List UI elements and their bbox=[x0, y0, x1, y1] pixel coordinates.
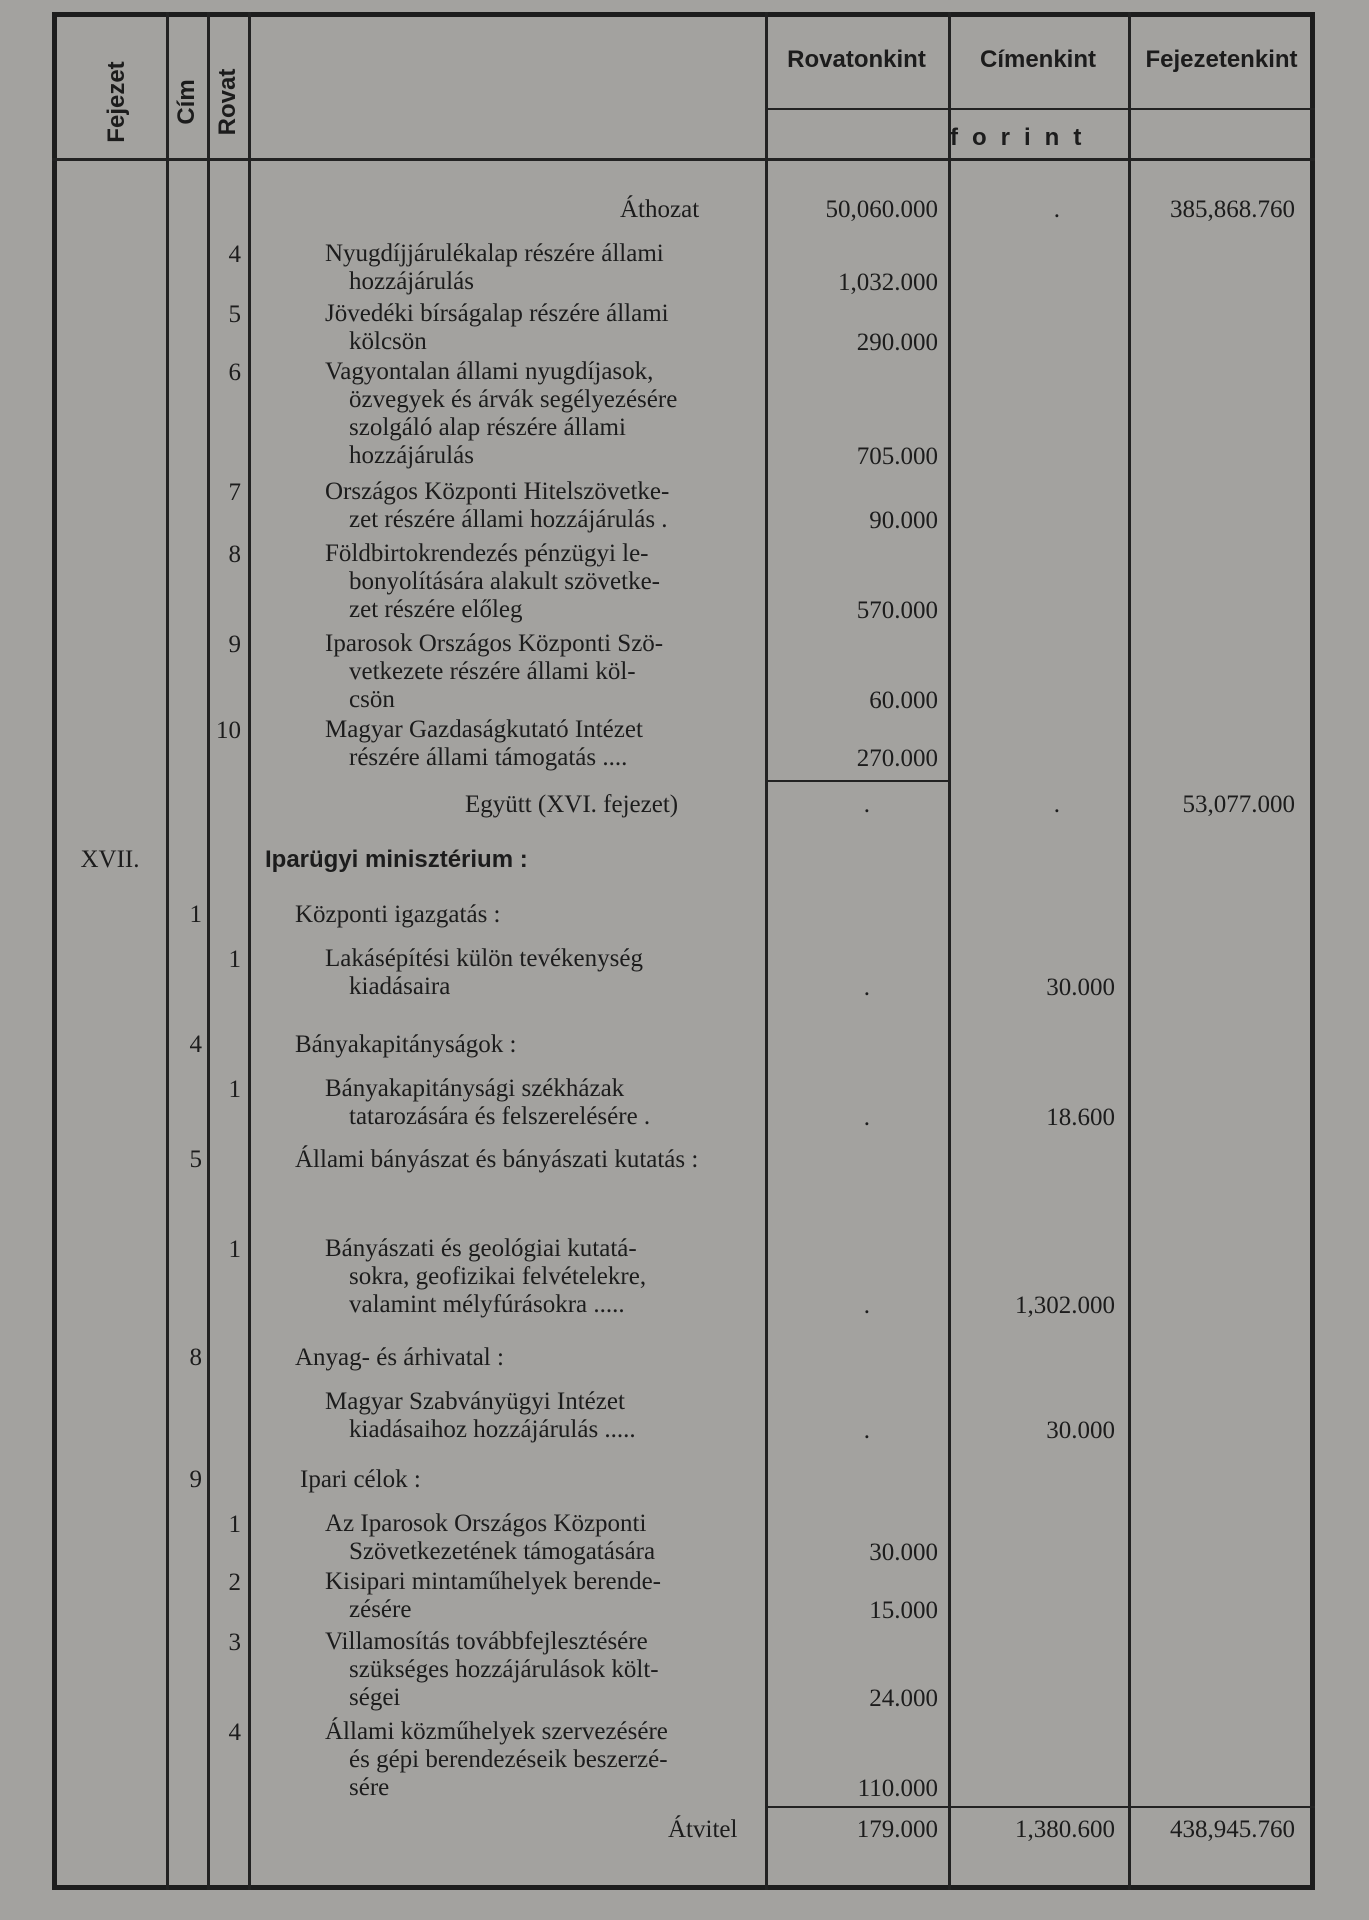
rovat-number: 9 bbox=[228, 631, 241, 658]
row-value: 290.000 bbox=[856, 329, 938, 356]
row-description-line: Szövetkezetének támogatására bbox=[349, 1538, 656, 1565]
rovat-number: 5 bbox=[228, 301, 241, 328]
row-description bbox=[325, 540, 745, 624]
row-description-line: Földbirtokrendezés pénzügyi le- bbox=[325, 540, 649, 567]
row-description-line: kölcsön bbox=[349, 328, 427, 355]
chapter-title: Iparügyi minisztérium : bbox=[265, 846, 528, 873]
title-row-description-line: Bányakapitánysági székházak bbox=[325, 1075, 625, 1102]
title-rovatonkint: . bbox=[863, 1292, 870, 1319]
header-cimenkint: Címenkint bbox=[979, 46, 1096, 73]
rovat-number: 10 bbox=[216, 717, 241, 744]
row-value: 705.000 bbox=[856, 443, 938, 470]
row-value: 60.000 bbox=[869, 687, 938, 714]
row-description-line: részére állami támogatás .... bbox=[349, 744, 628, 771]
rovat-number: 6 bbox=[228, 359, 241, 386]
row-value: 110.000 bbox=[857, 1775, 938, 1802]
title-cimenkint: 1,302.000 bbox=[1015, 1292, 1115, 1319]
row-description-line: zet részére előleg bbox=[349, 596, 523, 623]
cim-number: 8 bbox=[189, 1344, 202, 1371]
title-name: Ipari célok : bbox=[300, 1466, 421, 1493]
rovat-number: 3 bbox=[228, 1629, 241, 1656]
atvitel-fejezetenkint: 438,945.760 bbox=[1170, 1816, 1295, 1843]
header-cim: Cím bbox=[173, 79, 200, 125]
rule-fejezet bbox=[166, 12, 169, 1890]
row-description-line: szolgáló alap részére állami bbox=[349, 414, 626, 441]
header-fejezetenkint: Fejezetenkint bbox=[1145, 46, 1298, 73]
row-description bbox=[325, 1628, 745, 1712]
row-description bbox=[325, 478, 745, 534]
title-name: Bányakapitányságok : bbox=[295, 1031, 517, 1058]
title-row-description bbox=[325, 1075, 745, 1131]
athozat-rovatonkint: 50,060.000 bbox=[825, 196, 938, 223]
row-description-line: Iparosok Országos Központi Szö- bbox=[325, 630, 664, 657]
egyutt-fejezetenkint: 53,077.000 bbox=[1182, 791, 1295, 818]
rule-rovatonkint bbox=[948, 12, 951, 1890]
row-value: 270.000 bbox=[856, 745, 938, 772]
row-description-line: bonyolítására alakult szövetke- bbox=[349, 568, 660, 595]
row-description-line: Állami közműhelyek szervezésére bbox=[325, 1718, 668, 1745]
title-row-description-line: Bányászati és geológiai kutatá- bbox=[325, 1235, 637, 1262]
cim-number: 1 bbox=[189, 901, 202, 928]
title-name: Központi igazgatás : bbox=[295, 901, 501, 928]
row-value: 90.000 bbox=[869, 507, 938, 534]
rovat-number: 7 bbox=[228, 479, 241, 506]
row-description-line: Jövedéki bírságalap részére állami bbox=[325, 300, 669, 327]
rovat-number: 1 bbox=[228, 1076, 241, 1103]
row-description-line: özvegyek és árvák segélyezésére bbox=[349, 386, 678, 413]
row-value: 30.000 bbox=[869, 1539, 938, 1566]
rovat-number: 1 bbox=[228, 946, 241, 973]
rovat-number: 1 bbox=[228, 1236, 241, 1263]
title-name: Állami bányászat és bányászati kutatás : bbox=[295, 1146, 699, 1173]
row-value: 570.000 bbox=[856, 597, 938, 624]
egyutt-cimenkint: . bbox=[1053, 791, 1060, 818]
title-row-description-line: tatarozására és felszerelésére . bbox=[349, 1103, 651, 1130]
row-description-line: zet részére állami hozzájárulás . bbox=[349, 506, 668, 533]
row-description-line: Az Iparosok Országos Központi bbox=[325, 1510, 647, 1537]
title-row-description bbox=[325, 945, 745, 1001]
row-description-line: Villamosítás továbbfejlesztésére bbox=[325, 1628, 648, 1655]
row-description-line: Vagyontalan állami nyugdíjasok, bbox=[325, 358, 654, 385]
header-rovatonkint: Rovatonkint bbox=[787, 46, 926, 73]
row-description bbox=[325, 630, 745, 714]
row-description bbox=[325, 358, 745, 470]
title-cimenkint: 18.600 bbox=[1046, 1104, 1115, 1131]
athozat-cimenkint: . bbox=[1053, 196, 1060, 223]
row-description-line: és gépi berendezéseik beszerzé- bbox=[349, 1746, 668, 1773]
rovat-number: 4 bbox=[228, 1719, 241, 1746]
rule-total bbox=[765, 1806, 1315, 1808]
rovat-number: 2 bbox=[228, 1569, 241, 1596]
egyutt-rovatonkint: . bbox=[863, 791, 870, 818]
row-description-line: vetkezete részére állami köl- bbox=[349, 658, 636, 685]
title-row-description bbox=[325, 1388, 745, 1444]
rule-cimenkint bbox=[1128, 12, 1131, 1890]
rovat-number: 1 bbox=[228, 1511, 241, 1538]
row-description-line: hozzájárulás bbox=[349, 268, 474, 295]
row-description-line: Magyar Gazdaságkutató Intézet bbox=[325, 716, 643, 743]
title-cimenkint: 30.000 bbox=[1046, 1417, 1115, 1444]
row-description-line: zésére bbox=[349, 1596, 412, 1623]
row-value: 24.000 bbox=[869, 1685, 938, 1712]
title-rovatonkint: . bbox=[863, 1104, 870, 1131]
row-description bbox=[325, 1568, 745, 1624]
cim-number: 4 bbox=[189, 1031, 202, 1058]
cim-number: 9 bbox=[189, 1466, 202, 1493]
row-description-line: Nyugdíjjárulékalap részére állami bbox=[325, 240, 664, 267]
header-unit: forint bbox=[950, 124, 1096, 151]
title-row-description-line: Magyar Szabványügyi Intézet bbox=[325, 1388, 625, 1415]
header-fejezet: Fejezet bbox=[103, 61, 130, 143]
chapter-number: XVII. bbox=[80, 846, 140, 873]
title-row-description-line: kiadásaira bbox=[349, 973, 451, 1000]
cim-number: 5 bbox=[189, 1146, 202, 1173]
row-description bbox=[325, 300, 745, 356]
title-rovatonkint: . bbox=[863, 1417, 870, 1444]
athozat-fejezetenkint: 385,868.760 bbox=[1170, 196, 1295, 223]
header-rovat: Rovat bbox=[214, 68, 241, 136]
egyutt-label: Együtt (XVI. fejezet) bbox=[465, 791, 679, 818]
row-description bbox=[325, 240, 745, 296]
row-description-line: ségei bbox=[349, 1684, 401, 1711]
title-name: Anyag- és árhivatal : bbox=[295, 1344, 504, 1371]
row-value: 15.000 bbox=[869, 1597, 938, 1624]
title-rovatonkint: . bbox=[863, 974, 870, 1001]
atvitel-rovatonkint: 179.000 bbox=[856, 1816, 938, 1843]
rovat-number: 8 bbox=[228, 541, 241, 568]
row-description-line: Kisipari mintaműhelyek berende- bbox=[325, 1568, 661, 1595]
rule-subtotal bbox=[765, 780, 948, 782]
row-description-line: csön bbox=[349, 686, 395, 713]
rovat-number: 4 bbox=[228, 241, 241, 268]
title-row-description-line: valamint mélyfúrásokra ..... bbox=[349, 1291, 625, 1318]
row-value: 1,032.000 bbox=[838, 269, 938, 296]
atvitel-cimenkint: 1,380.600 bbox=[1015, 1816, 1115, 1843]
title-row-description-line: sokra, geofizikai felvételekre, bbox=[349, 1263, 647, 1290]
title-row-description bbox=[325, 1235, 745, 1319]
rule-rovat bbox=[248, 12, 251, 1890]
row-description-line: szükséges hozzájárulások költ- bbox=[349, 1656, 659, 1683]
title-cimenkint: 30.000 bbox=[1046, 974, 1115, 1001]
athozat-label: Áthozat bbox=[620, 196, 700, 223]
row-description-line: sére bbox=[349, 1774, 390, 1801]
atvitel-label: Átvitel bbox=[668, 1816, 738, 1843]
rule-header-mid bbox=[765, 108, 1315, 110]
title-row-description-line: Lakásépítési külön tevékenység bbox=[325, 945, 643, 972]
rule-text bbox=[765, 12, 768, 1890]
row-description bbox=[325, 1718, 745, 1802]
title-row-description-line: kiadásaihoz hozzájárulás ..... bbox=[349, 1416, 636, 1443]
row-description bbox=[325, 1510, 745, 1566]
row-description-line: Országos Központi Hitelszövetke- bbox=[325, 478, 670, 505]
row-description-line: hozzájárulás bbox=[349, 442, 474, 469]
row-description bbox=[325, 716, 745, 772]
